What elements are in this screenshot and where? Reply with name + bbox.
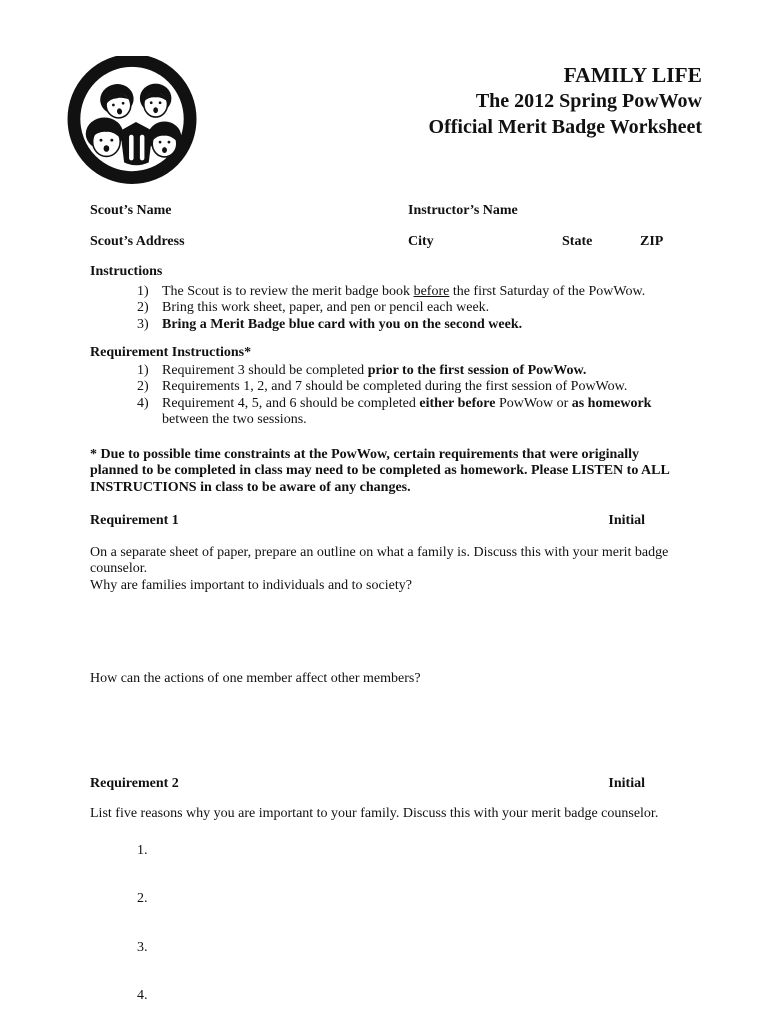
req-instruction-item-3-continuation: between the two sessions.: [162, 412, 307, 427]
blank-list-item-1: 1.: [137, 842, 148, 858]
page-title: FAMILY LIFE: [563, 63, 702, 87]
requirement-1-question-2: How can the actions of one member affect other members?: [90, 671, 421, 686]
instructors-name-label: Instructor’s Name: [408, 203, 518, 218]
instruction-item-1: [90, 284, 702, 301]
blank-list-item-3: 3.: [137, 939, 148, 955]
family-logo-icon: [65, 56, 201, 184]
underlined-word: before: [413, 283, 450, 299]
requirement-1-heading-row: [90, 513, 702, 530]
instruction-item-2-text: Bring this work sheet, paper, and pen or pencil each week.: [162, 300, 490, 315]
scouts-name-label: Scout’s Name: [90, 203, 172, 218]
state-label: State: [562, 233, 593, 249]
scouts-address-label: Scout’s Address: [90, 233, 185, 249]
requirement-2-blank-list: [90, 843, 702, 1005]
instruction-item-1-text: The Scout is to review the merit badge book before the first Saturday of the PowWow.: [162, 283, 646, 299]
item-number: 4): [137, 395, 149, 411]
zip-label: ZIP: [640, 233, 664, 249]
instruction-item-3: [90, 317, 702, 334]
item-number: 1): [137, 283, 149, 299]
req-instruction-item-1-text: Requirement 3 should be completed prior to the first session of PowWow.: [162, 362, 587, 378]
instruction-item-2: [90, 300, 702, 317]
requirement-1-question-1: Why are families important to individuals and to society?: [90, 577, 412, 593]
header: [0, 0, 770, 184]
blank-list-item-2: 2.: [137, 891, 148, 906]
page-subtitle-worksheet: Official Merit Badge Worksheet: [428, 116, 702, 138]
form-row-address: [90, 234, 702, 251]
requirement-1-body: On a separate sheet of paper, prepare an outline on what a family is. Discuss this with your merit badge counselor. Why are families important to individuals and to society?: [90, 544, 669, 593]
item-number: 1): [137, 362, 149, 378]
requirement-2-heading: Requirement 2: [90, 775, 179, 791]
req-instruction-item-3: [90, 396, 702, 413]
item-number: 2): [137, 300, 149, 315]
page-subtitle-event: The 2012 Spring PowWow: [475, 90, 702, 112]
requirement-instructions-heading: Requirement Instructions*: [90, 345, 252, 360]
req-instruction-item-3-text: Requirement 4, 5, and 6 should be completed either before PowWow or as homework: [162, 395, 652, 411]
requirement-2-body: List five reasons why you are important to your family. Discuss this with your merit badge counselor.: [90, 806, 659, 821]
req-instruction-item-2: [90, 379, 702, 396]
city-label: City: [408, 233, 434, 249]
title-block: [201, 56, 702, 140]
form-row-names: [90, 203, 702, 220]
instruction-item-3-text: Bring a Merit Badge blue card with you on the second week.: [162, 316, 523, 332]
instructions-list: [90, 284, 702, 334]
requirement-2-heading-row: [90, 776, 702, 793]
requirement-1-heading: Requirement 1: [90, 513, 179, 528]
req-instruction-item-1: [90, 363, 702, 380]
requirement-instructions-list: [90, 363, 702, 429]
time-constraints-note: * Due to possible time constraints at the PowWow, certain requirements that were originally planned to be completed in class may need to be completed as homework. Please LISTEN to ALL INSTRUCTIONS in class to be aware of any changes.: [90, 446, 670, 495]
requirement-1-initial-label: Initial: [608, 513, 645, 528]
instructions-heading: Instructions: [90, 264, 163, 279]
requirement-2-initial-label: Initial: [608, 775, 645, 791]
item-number: 3): [137, 316, 149, 332]
item-number: 2): [137, 379, 149, 394]
req-instruction-item-2-text: Requirements 1, 2, and 7 should be completed during the first session of PowWow.: [162, 379, 628, 394]
blank-list-item-4: 4.: [137, 988, 148, 1003]
family-life-logo: [65, 56, 201, 184]
